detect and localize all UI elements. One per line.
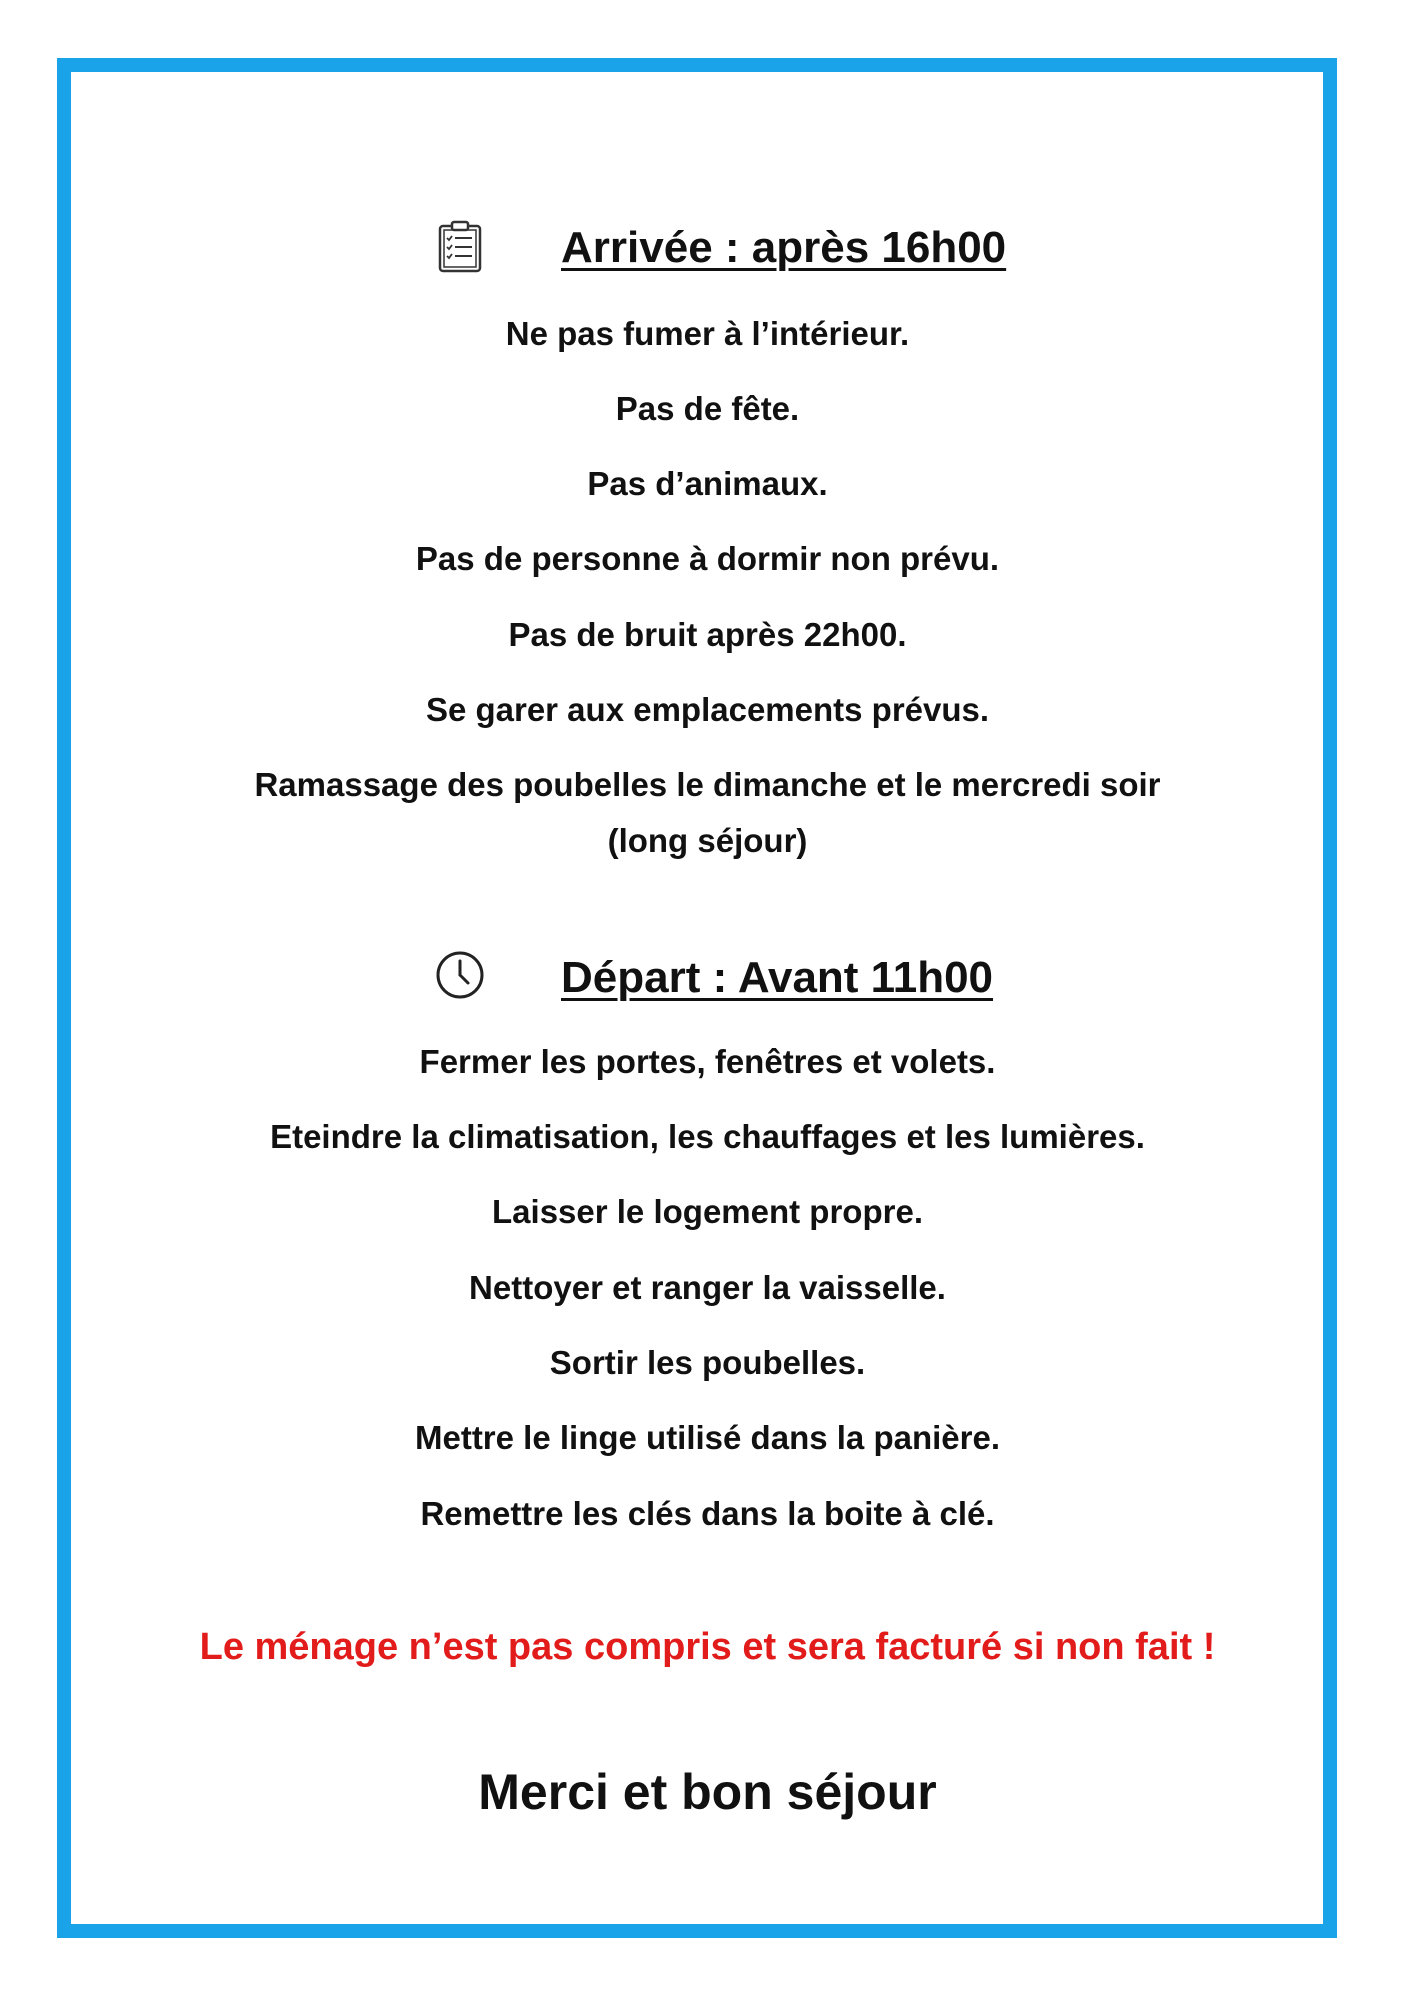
- arrival-rule: Pas de personne à dormir non prévu.: [415, 540, 1000, 577]
- departure-rule: Sortir les poubelles.: [549, 1344, 866, 1381]
- cleaning-warning: Le ménage n’est pas compris et sera facturé si non fait !: [199, 1626, 1216, 1668]
- departure-rule: Eteindre la climatisation, les chauffages et les lumières.: [270, 1118, 1145, 1155]
- arrival-heading-row: [0, 215, 1415, 285]
- departure-rule: Mettre le linge utilisé dans la panière.: [414, 1419, 1000, 1456]
- clipboard-checklist-icon: [432, 219, 488, 275]
- arrival-rule: (long séjour): [607, 822, 808, 859]
- arrival-rule: Se garer aux emplacements prévus.: [425, 691, 990, 728]
- closing-message: Merci et bon séjour: [478, 1764, 937, 1820]
- arrival-rule: Pas de bruit après 22h00.: [508, 616, 907, 653]
- departure-rule: Laisser le logement propre.: [492, 1193, 923, 1230]
- arrival-rule: Pas de fête.: [615, 390, 800, 427]
- departure-rule: Remettre les clés dans la boite à clé.: [420, 1495, 995, 1532]
- departure-rule: Fermer les portes, fenêtres et volets.: [419, 1043, 996, 1080]
- arrival-rule: Pas d’animaux.: [587, 465, 828, 502]
- clock-icon: [432, 947, 488, 1003]
- arrival-title: Arrivée : après 16h00: [561, 223, 1007, 272]
- arrival-rule: Ramassage des poubelles le dimanche et le mercredi soir: [254, 766, 1161, 803]
- arrival-rule: Ne pas fumer à l’intérieur.: [505, 315, 910, 352]
- departure-title: Départ : Avant 11h00: [561, 953, 994, 1002]
- departure-heading-row: [0, 945, 1415, 1015]
- departure-rule: Nettoyer et ranger la vaisselle.: [469, 1269, 946, 1306]
